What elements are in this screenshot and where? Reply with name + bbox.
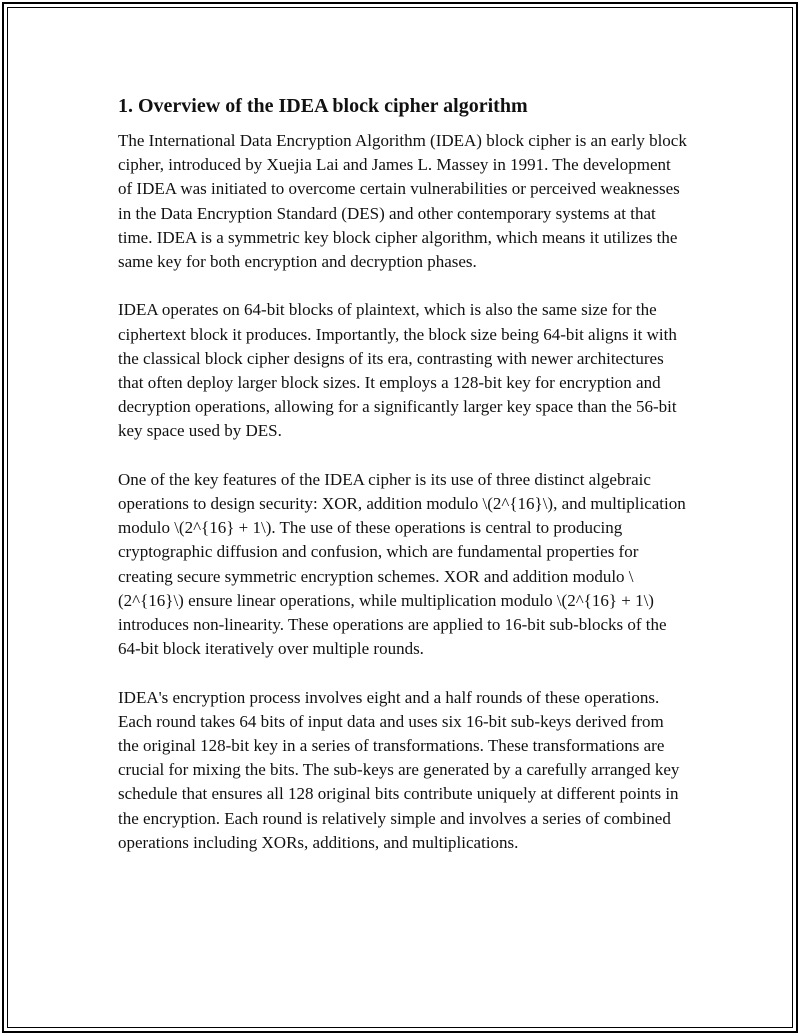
- paragraph-operations: One of the key features of the IDEA cipher is its use of three distinct algebraic operations to design security: XOR, addition modulo \(2^{16}\), and multiplication modulo \(2^{16} + 1\). The use of these operations is central to producing cryptographic diffusion and confusion, which are fundamental properties for creating secure symmetric encryption schemes. XOR and addition modulo \(2^{16}\) ensure linear operations, while multiplication modulo \(2^{16} + 1\) introduces non-linearity. These operations are applied to 16-bit sub-blocks of the 64-bit block iteratively over multiple rounds.: [118, 469, 686, 659]
- paragraph-rounds: IDEA's encryption process involves eight and a half rounds of these operations. Each round takes 64 bits of input data and uses six 16-bit sub-keys derived from the original 128-bit key in a series of transformations. These transformations are crucial for mixing the bits. The sub-keys are generated by a carefully arranged key schedule that ensures all 128 original bits contribute uniquely at different points in the encryption. Each round is relatively simple and involves a series of combined operations including XORs, additions, and multiplications.: [118, 687, 680, 852]
- document-body: [118, 93, 688, 879]
- paragraph-intro: The International Data Encryption Algorithm (IDEA) block cipher is an early block cipher, introduced by Xuejia Lai and James L. Massey in 1991. The development of IDEA was initiated to overcome certain vulnerabilities or perceived weaknesses in the Data Encryption Standard (DES) and other contemporary systems at that time. IDEA is a symmetric key block cipher algorithm, which means it utilizes the same key for both encryption and decryption phases.: [118, 131, 687, 272]
- paragraph-block-size: IDEA operates on 64-bit blocks of plaintext, which is also the same size for the ciphertext block it produces. Importantly, the block size being 64-bit aligns it with the classical block cipher designs of its era, contrasting with newer architectures that often deploy larger block sizes. It employs a 128-bit key for encryption and decryption operations, allowing for a significantly larger key space than the 56-bit key space used by DES.: [118, 300, 677, 441]
- section-heading: 1. Overview of the IDEA block cipher algorithm: [118, 95, 528, 117]
